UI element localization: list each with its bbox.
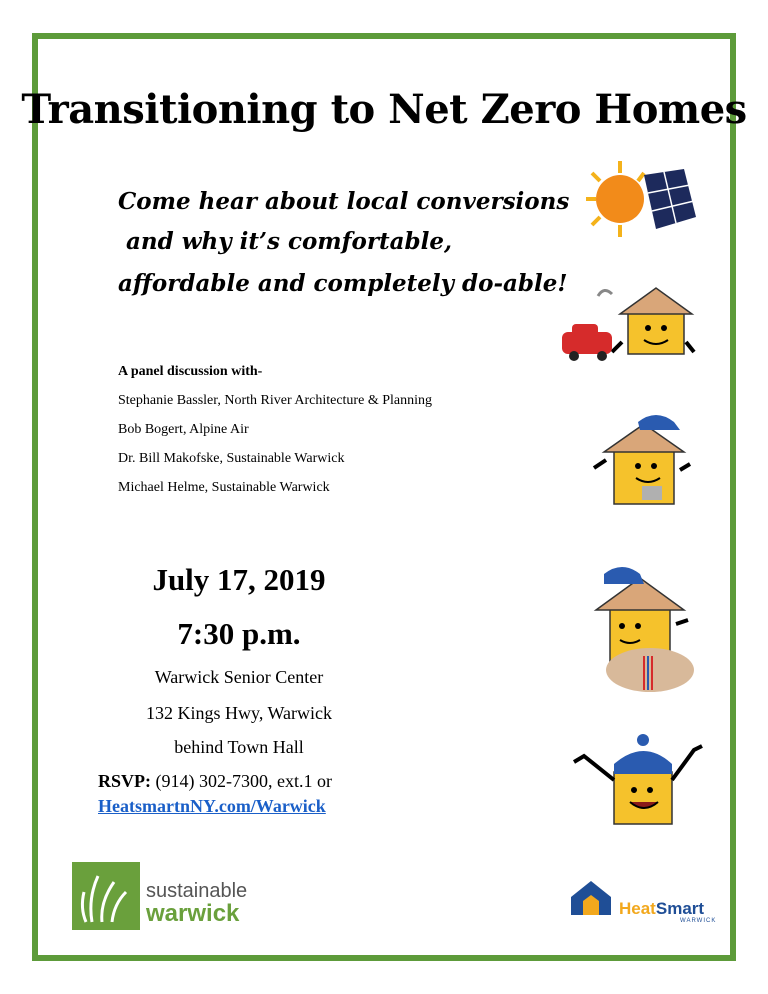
panel-heading: A panel discussion with- — [118, 364, 263, 379]
tagline-line-3: affordable and completely do-able! — [118, 270, 568, 297]
rsvp-label: RSVP: — [98, 771, 151, 791]
sustainable-warwick-logo-icon — [72, 862, 140, 930]
panelist: Stephanie Bassler, North River Architecture & Planning — [118, 393, 432, 408]
panelist: Bob Bogert, Alpine Air — [118, 422, 249, 437]
sun-solar-panel-icon — [582, 155, 702, 243]
panelist: Dr. Bill Makofske, Sustainable Warwick — [118, 451, 345, 466]
tagline-line-2: and why it’s comfortable, — [118, 228, 452, 255]
panelist: Michael Helme, Sustainable Warwick — [118, 480, 330, 495]
sustainable-warwick-logo-line-2: warwick — [146, 900, 240, 927]
heatsmart-logo-heat: Heat — [619, 899, 656, 918]
heatsmart-logo-text — [619, 899, 704, 919]
happy-house-mascot-icon — [566, 730, 706, 830]
heatsmart-house-logo-icon — [569, 877, 617, 917]
tagline-line-1: Come hear about local conversions — [118, 188, 570, 215]
rsvp-line — [98, 771, 332, 792]
heatsmart-logo-smart: Smart — [655, 899, 705, 918]
heatsmart-house-mascot-icon — [590, 410, 700, 510]
event-time: 7:30 p.m. — [177, 616, 301, 651]
event-address: 132 Kings Hwy, Warwick — [145, 703, 333, 723]
event-location-note: behind Town Hall — [174, 737, 304, 757]
sustainable-warwick-logo-line-1: sustainable — [146, 880, 248, 902]
event-venue: Warwick Senior Center — [154, 667, 324, 687]
house-with-electric-car-icon — [558, 282, 698, 364]
geothermal-house-mascot-icon — [590, 560, 700, 700]
rsvp-link[interactable]: HeatsmartnNY.com/Warwick — [98, 796, 326, 816]
event-date: July 17, 2019 — [152, 562, 326, 597]
rsvp-phone: (914) 302-7300, ext.1 or — [155, 771, 332, 791]
page-title: Transitioning to Net Zero Homes — [21, 86, 747, 133]
heatsmart-logo-subtitle: WARWICK — [680, 918, 717, 924]
